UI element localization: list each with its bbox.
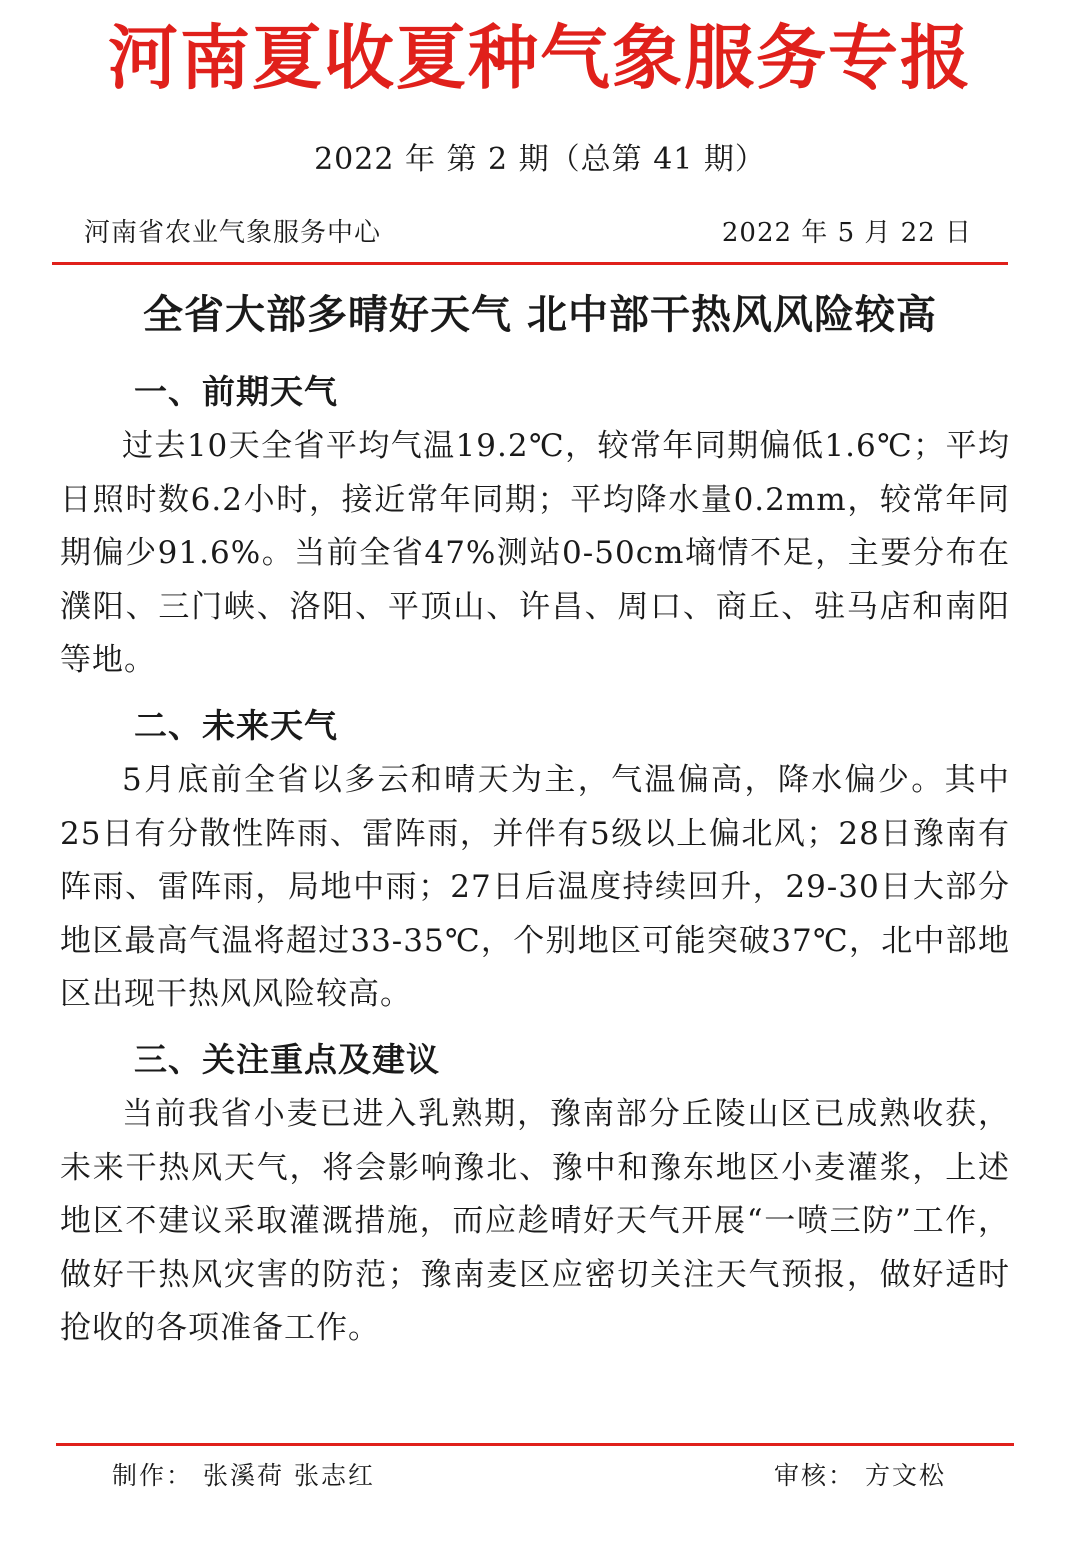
reviewer-name: 方文松	[864, 1461, 946, 1490]
publisher: 河南省农业气象服务中心	[84, 217, 382, 248]
section-heading-future-weather: 二、未来天气	[134, 706, 338, 745]
section-body-previous-weather: 过去10天全省平均气温19.2℃，较常年同期偏低1.6℃；平均日照时数6.2小时，接近常年同期；平均降水量0.2mm，较常年同期偏少91.6%。当前全省47%测站0-50cm墒情不足，主要分布在濮阳、三门峡、洛阳、平顶山、许昌、周口、商丘、驻马店和南阳等地。	[60, 428, 1010, 678]
issue-number: 2022 年 第 2 期（总第 41 期）	[314, 142, 766, 177]
section-heading-focus-advice: 三、关注重点及建议	[134, 1040, 440, 1079]
reviewer-credit	[774, 1456, 946, 1492]
masthead-title: 河南夏收夏种气象服务专报	[108, 16, 972, 99]
top-divider	[52, 262, 1008, 265]
producer-label: 制作：	[112, 1461, 194, 1490]
section-body-future-weather: 5月底前全省以多云和晴天为主，气温偏高，降水偏少。其中25日有分散性阵雨、雷阵雨，并伴有5级以上偏北风；28日豫南有阵雨、雷阵雨，局地中雨；27日后温度持续回升，29-30日大部分地区最高气温将超过33-35℃，个别地区可能突破37℃，北中部地区出现干热风风险较高。	[60, 762, 1010, 1012]
section-body-focus-advice: 当前我省小麦已进入乳熟期，豫南部分丘陵山区已成熟收获，未来干热风天气，将会影响豫北、豫中和豫东地区小麦灌浆，上述地区不建议采取灌溉措施，而应趁晴好天气开展“一喷三防”工作，做好干热风灾害的防范；豫南麦区应密切关注天气预报，做好适时抢收的各项准备工作。	[60, 1096, 1010, 1346]
publish-date: 2022 年 5 月 22 日	[721, 217, 972, 248]
footer	[112, 1454, 946, 1494]
headline: 全省大部多晴好天气 北中部干热风风险较高	[143, 292, 937, 338]
producer-names: 张溪荷 张志红	[203, 1461, 375, 1490]
producer-credit	[112, 1456, 375, 1492]
reviewer-label: 审核：	[773, 1461, 855, 1490]
section-heading-previous-weather: 一、前期天气	[134, 372, 338, 411]
meta-row	[84, 210, 972, 250]
bottom-divider	[56, 1443, 1014, 1446]
